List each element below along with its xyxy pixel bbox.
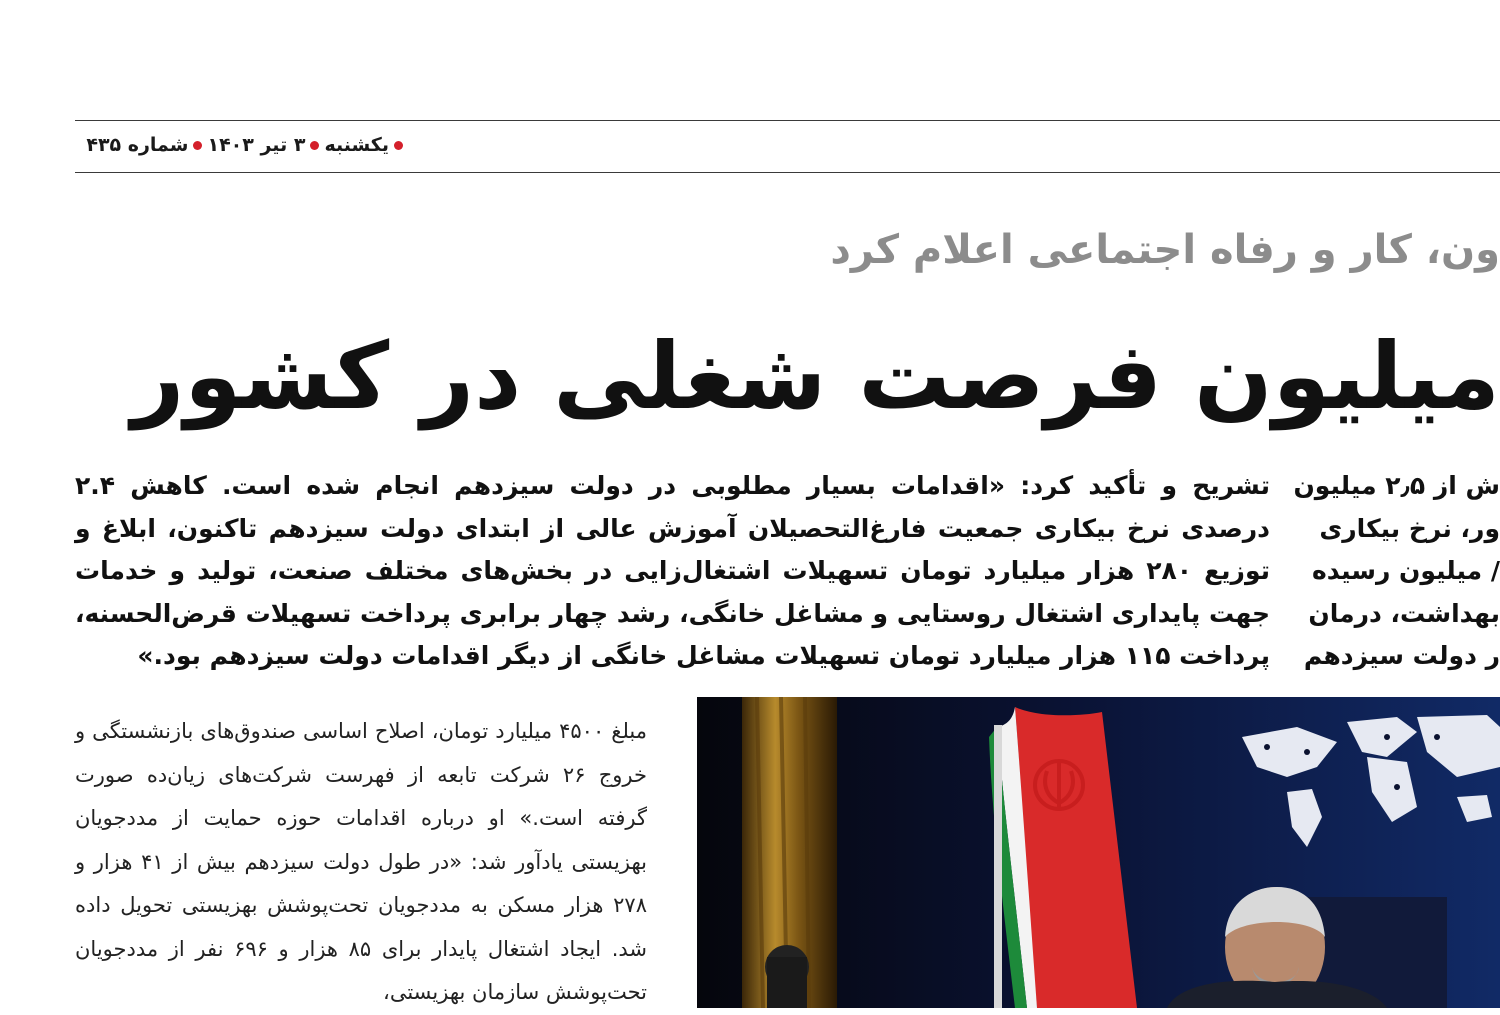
lead-continuation-line: / میلیون رسیده [1311,556,1500,585]
lead-continuation-line: ش از ۲٫۵ میلیون [1293,471,1500,500]
bullet-icon [310,141,319,150]
lead-continuation-line: بهداشت، درمان [1308,598,1500,628]
article-body-column: مبلغ ۴۵۰۰ میلیارد تومان، اصلاح اساسی صندوق‌های بازنشستگی و خروج ۲۶ شرکت تابعه از فهرست شرکت‌های زیان‌ده صورت گرفته است.» او درباره اقدامات حوزه حمایت از مددجویان بهزیستی یادآور شد: «در طول دولت سیزدهم بیش از ۴۱ هزار و ۲۷۸ هزار مسکن به مددجویان تحت‌پوشش بهزیستی تحویل داده شد. ایجاد اشتغال پایدار برای ۸۵ هزار و ۶۹۶ نفر از مددجویان تحت‌پوشش سازمان بهزیستی، [75,719,648,1004]
masthead-top-rule [75,120,1500,121]
masthead-bottom-rule [75,172,1500,173]
masthead-issue: شماره ۴۳۵ [86,134,189,156]
masthead-date: ۳ تیر ۱۴۰۳ [207,134,306,156]
lead-continuation-column [1293,465,1500,675]
article-photo [697,697,1500,1008]
masthead-day: یکشنبه [324,134,389,156]
lead-continuation-line: ور، نرخ بیکاری [1319,513,1500,543]
lead-continuation-line: ر دولت سیزدهم [1303,641,1500,670]
article-lead: تشریح و تأکید کرد: «اقدامات بسیار مطلوبی در دولت سیزدهم انجام شده است. کاهش ۲.۴ درصدی نرخ بیکاری جمعیت فارغ‌التحصیلان آموزش عالی از ابتدای دولت سیزدهم تاکنون، ابلاغ و توزیع ۲۸۰ هزار میلیارد تومان تسهیلات اشتغال‌زایی در بخش‌های مختلف صنعت، تولید و خدمات جهت پایداری اشتغال روستایی و مشاغل خانگی، رشد چهار برابری پرداخت تسهیلات قرض‌الحسنه، پرداخت ۱۱۵ هزار میلیارد تومان تسهیلات مشاغل خانگی از دیگر اقدامات دولت سیزدهم بود.» [75,471,1270,670]
masthead-dateline [75,128,405,162]
article-headline: میلیون فرصت شغلی در کشور [131,323,1500,430]
bullet-icon [394,141,403,150]
article-kicker: ون، کار و رفاه اجتماعی اعلام کرد [830,227,1500,273]
bullet-icon [193,141,202,150]
